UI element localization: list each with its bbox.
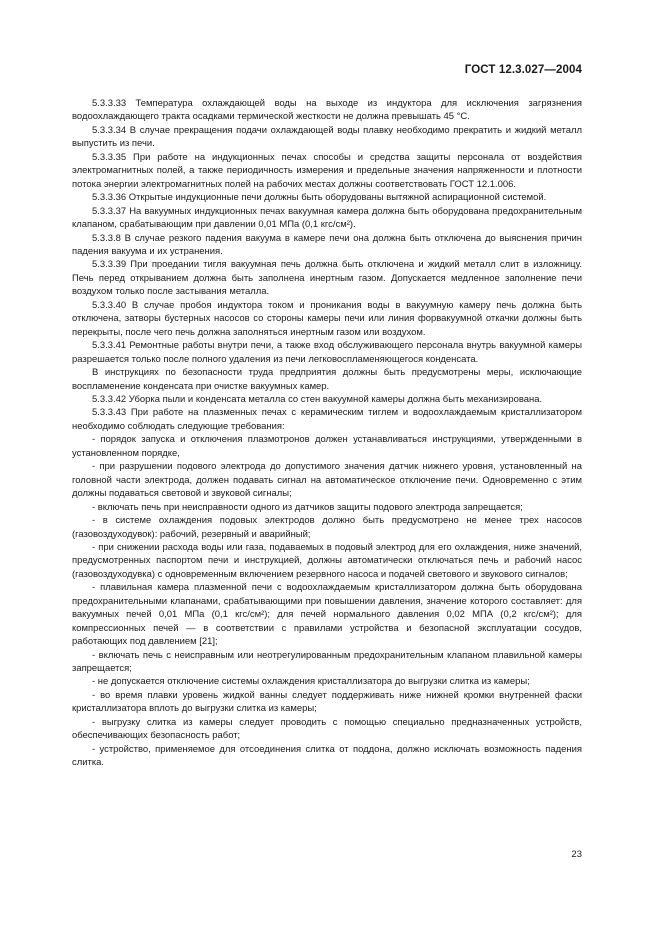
list-item: - при снижении расхода воды или газа, подаваемых в подовый электрод для его охлаждения, ниже значений, предусмотренных паспортом печи и инструкцией, должны автоматически отключаться печь и рабочий насос (газовоздуходувка) с одновременным включением резервного насоса и подачей светового и звукового сигналов;: [72, 541, 582, 580]
list-item: - в системе охлаждения подовых электродов должно быть предусмотрено не менее трех насосов (газовоздуходувок): рабочий, резервный и аварийный;: [72, 515, 582, 540]
list-item: - во время плавки уровень жидкой ванны следует поддерживать ниже нижней кромки внутренней фаски кристаллизатора вплоть до выгрузки слитка из камеры;: [72, 689, 582, 715]
paragraph: 5.3.3.42 Уборка пыли и конденсата металла со стен вакуумной камеры должна быть механизирована.: [92, 393, 543, 405]
document-header: ГОСТ 12.3.027—2004: [464, 64, 582, 76]
paragraph: 5.3.3.41 Ремонтные работы внутри печи, а также вход обслуживающего персонала внутрь вакуумной камеры разрешается только после полного удаления из печи легковоспламеняющегося конденсата.: [72, 340, 582, 365]
paragraph: 5.3.3.40 В случае пробоя индуктора током и проникания воды в вакуумную камеру печь должна быть отключена, затворы бустерных насосов со стороны камеры печи или линия форвакуумной откачки должны быть перекрыты, после чего печь должна заполняться инертным газом или воздухом.: [72, 299, 582, 338]
paragraph: 5.3.3.39 При проедании тигля вакуумная печь должна быть отключена и жидкий металл слит в изложницу. Печь перед открыванием должна быть заполнена инертным газом. Допускается медленное заполнение печи воздухом только после застывания металла.: [72, 259, 582, 298]
paragraph: 5.3.3.33 Температура охлаждающей воды на выходе из индуктора для исключения загрязнения водоохлаждающего тракта осадками термической жесткости не должна превышать 45 °С.: [72, 98, 582, 123]
paragraph: В инструкциях по безопасности труда предприятия должны быть предусмотрены меры, исключающие воспламенение конденсата при очистке вакуумных камер.: [72, 367, 582, 392]
paragraph: 5.3.3.37 На вакуумных индукционных печах вакуумная камера должна быть оборудована предохранительным клапаном, срабатывающим при давлении 0,01 МПа (0,1 кгс/см²).: [72, 205, 582, 231]
page-number: 23: [571, 849, 582, 860]
list-item: - включать печь с неисправным или неотрегулированным предохранительным клапаном плавильной камеры запрещается;: [72, 649, 582, 675]
list-item: - не допускается отключение системы охлаждения кристаллизатора до выгрузки слитка из камеры;: [92, 676, 530, 688]
paragraph: 5.3.3.8 В случае резкого падения вакуума в камере печи она должна быть отключена до выяснения причин падения вакуума и их устранения.: [72, 232, 582, 257]
list-item: - при разрушении подового электрода до допустимого значения датчик нижнего уровня, установленный на головной части электрода, должен подавать сигнал на автоматическое отключение печи. Одновременно с этим должны подаваться световой и звуковой сигналы;: [72, 461, 582, 500]
list-item: - включать печь при неисправности одного из датчиков защиты подового электрода запрещается;: [92, 501, 523, 513]
paragraph: 5.3.3.35 При работе на индукционных печах способы и средства защиты персонала от воздействия электромагнитных полей, а также периодичность измерения и предельные значения напряженности и плотности потока энергии электромагнитных полей на рабочих местах должны соответствовать ГОСТ 12.1.006.: [72, 151, 582, 190]
paragraph: 5.3.3.43 При работе на плазменных печах с керамическим тиглем и водоохлаждаемым кристаллизатором необходимо соблюдать следующие требования:: [72, 407, 582, 432]
list-item: - выгрузку слитка из камеры следует проводить с помощью специально предназначенных устройств, обеспечивающих безопасность работ;: [72, 716, 582, 742]
list-item: - устройство, применяемое для отсоединения слитка от поддона, должно исключать возможность падения слитка.: [72, 743, 582, 769]
paragraph: 5.3.3.36 Открытые индукционные печи должны быть оборудованы вытяжной аспирационной системой.: [92, 192, 547, 204]
document-body: [72, 97, 582, 770]
list-item: - плавильная камера плазменной печи с водоохлаждаемым кристаллизатором должна быть оборудована предохранительными клапанами, срабатывающими при повышении давления, значение которого составляет: для вакуумных печей 0,01 МПа (0,1 кгс/см²); для печей нормального давления 0,02 МПА (0,2 кгс/см²); для компрессионных печей — в соответствии с правилами устройства и безопасной эксплуатации сосудов, работающих под давлением [21];: [72, 582, 582, 648]
paragraph: 5.3.3.34 В случае прекращения подачи охлаждающей воды плавку необходимо прекратить и жидкий металл выпустить из печи.: [72, 124, 582, 150]
list-item: - порядок запуска и отключения плазмотронов должен устанавливаться инструкциями, утвержденными в установленном порядке,: [72, 434, 582, 459]
